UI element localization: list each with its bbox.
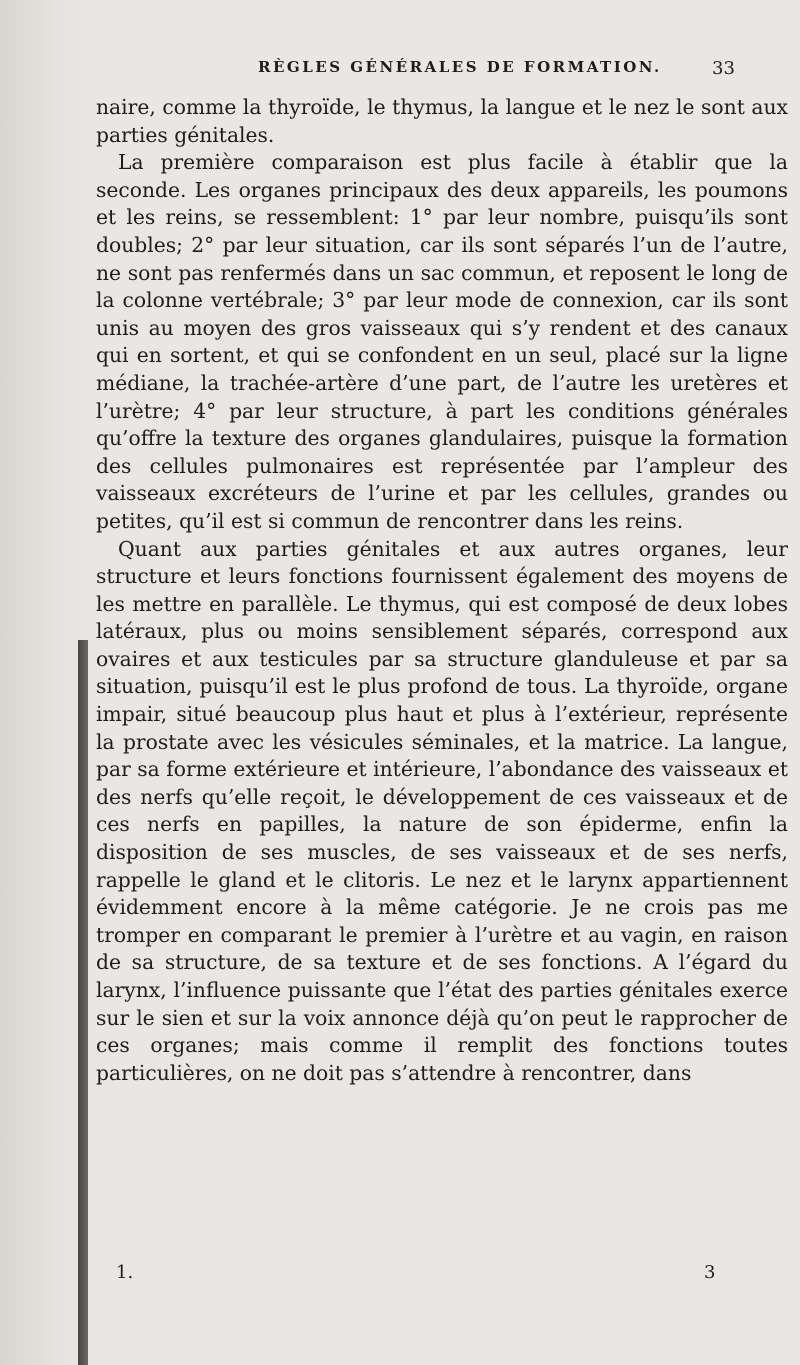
paragraph-1: naire, comme la thyroïde, le thymus, la langue et le nez le sont aux parties génitales. (96, 95, 788, 147)
running-title: RÈGLES GÉNÉRALES DE FORMATION. (258, 58, 662, 76)
paragraph-3: Quant aux parties génitales et aux autres organes, leur structure et leurs fonctions fournissent également des moyens de les mettre en parallèle. Le thymus, qui est composé de deux lobes latéraux, plus ou moins sensiblement séparés, correspond aux ovaires et aux testicules par sa structure glanduleuse et par sa situation, puisqu’il est le plus profond de tous. La thyroïde, organe impair, situé beaucoup plus haut et plus à l’extérieur, représente la prostate avec les vésicules séminales, et la matrice. La langue, par sa forme extérieure et intérieure, l’abondance des vaisseaux et des nerfs qu’elle reçoit, le développement de ces vaisseaux et de ces nerfs en papilles, la nature de son épiderme, enfin la disposition de ses muscles, de ses vaisseaux et de ses nerfs, rappelle le gland et le clitoris. Le nez et le larynx appartiennent évidemment encore à la même catégorie. Je ne crois pas me tromper en comparant le premier à l’urètre et au vagin, en raison de sa structure, de sa texture et de ses fonctions. A l’égard du larynx, l’influence puissante que l’état des parties génitales exerce sur le sien et sur la voix annonce déjà qu’on peut le rapprocher de ces organes; mais comme il remplit des fonctions toutes particulières, on ne doit pas s’attendre à rencontrer, dans (96, 536, 788, 1085)
body-text (96, 94, 788, 1087)
sheet-number: 3 (704, 1262, 716, 1283)
page-number: 33 (712, 58, 735, 79)
signature-mark: 1. (116, 1262, 134, 1283)
binding-edge (78, 640, 88, 1365)
paragraph-2: La première comparaison est plus facile à établir que la seconde. Les organes principaux des deux appareils, les poumons et les reins, se ressemblent: 1° par leur nombre, puisqu’ils sont doubles; 2° par leur situation, car ils sont séparés l’un de l’autre, ne sont pas renfermés dans un sac commun, et reposent le long de la colonne vertébrale; 3° par leur mode de connexion, car ils sont unis au moyen des gros vaisseaux qui s’y rendent et des canaux qui en sortent, et qui se confondent en un seul, placé sur la ligne médiane, la trachée-artère d’une part, de l’autre les uretères et l’urètre; 4° par leur structure, à part les conditions générales qu’offre la texture des organes glandulaires, puisque la formation des cellules pulmonaires est représentée par l’ampleur des vaisseaux excréteurs de l’urine et par les cellules, grandes ou petites, qu’il est si commun de rencontrer dans les reins. (96, 150, 788, 533)
